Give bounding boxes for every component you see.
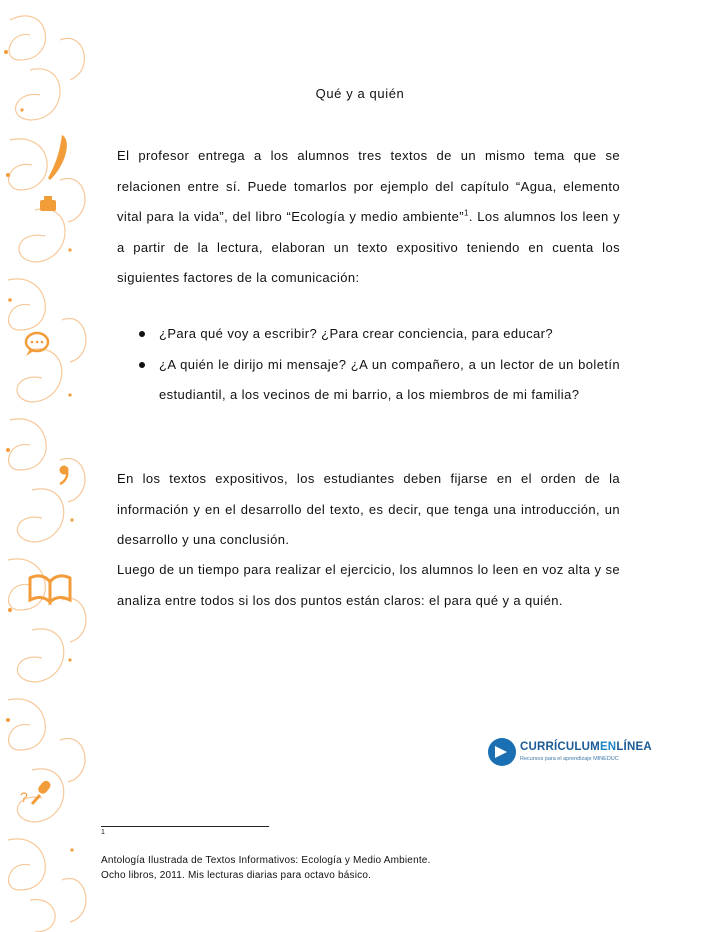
logo-name-part2: EN <box>599 741 617 753</box>
intro-paragraph <box>117 141 620 294</box>
inkwell-icon <box>40 196 56 211</box>
logo-name <box>520 741 652 753</box>
page-title: Qué y a quién <box>315 86 405 101</box>
logo-mark-icon <box>488 738 516 766</box>
logo-tagline: Recursos para el aprendizaje MINEDUC <box>520 756 619 762</box>
list-item <box>117 319 620 350</box>
footnote-divider <box>101 826 269 827</box>
expository-paragraph: En los textos expositivos, los estudiantes deben fijarse en el orden de la información y en el desarrollo del texto, es decir, que tenga una introducción, un desarrollo y una conclusión. <box>117 471 620 547</box>
footnote-line: Ocho libros, 2011. Mis lecturas diarias para octavo básico. <box>101 870 372 881</box>
footnote-text <box>101 853 431 883</box>
decorative-swirl-border <box>0 0 100 932</box>
logo-name-part1: CURRÍCULUM <box>520 741 600 753</box>
svg-text:?: ? <box>20 789 28 805</box>
bullet-list <box>117 319 620 411</box>
footnote-reference: 1 <box>464 208 469 218</box>
bullet-icon <box>139 331 145 337</box>
list-item-text: ¿Para qué voy a escribir? ¿Para crear conciencia, para educar? <box>159 326 554 341</box>
closing-paragraph: Luego de un tiempo para realizar el ejercicio, los alumnos lo leen en voz alta y se analiza entre todos si los dos puntos están claros: el para qué y a quién. <box>117 562 620 608</box>
footnote-marker: 1 <box>101 829 105 836</box>
comma-icon <box>60 466 69 485</box>
curriculum-en-linea-logo <box>488 736 652 768</box>
intro-text: El profesor entrega a los alumnos tres textos de un mismo tema que se relacionen entre sí. Puede tomarlos por ejemplo del capítulo “Agua, elemento vital para la vida”, del libro “Ecología y medio ambiente” <box>117 148 620 224</box>
footnote-line: Antología Ilustrada de Textos Informativos: Ecología y Medio Ambiente. <box>101 855 431 866</box>
microphone-icon <box>20 779 52 805</box>
logo-name-part3: LÍNEA <box>616 741 652 753</box>
list-item-text: ¿A quién le dirijo mi mensaje? ¿A un compañero, a un lector de un boletín estudiantil, a los vecinos de mi barrio, a los miembros de mi familia? <box>159 356 620 402</box>
list-item <box>117 350 620 411</box>
quill-icon <box>48 135 67 180</box>
bullet-icon <box>139 362 145 368</box>
speech-bubble-icon <box>26 333 48 356</box>
intro-text-continued: . Los alumnos los leen y a partir de la lectura, elaboran un texto expositivo teniendo en cuenta los siguientes factores de la comunicación: <box>117 209 620 285</box>
open-book-icon <box>30 576 70 602</box>
